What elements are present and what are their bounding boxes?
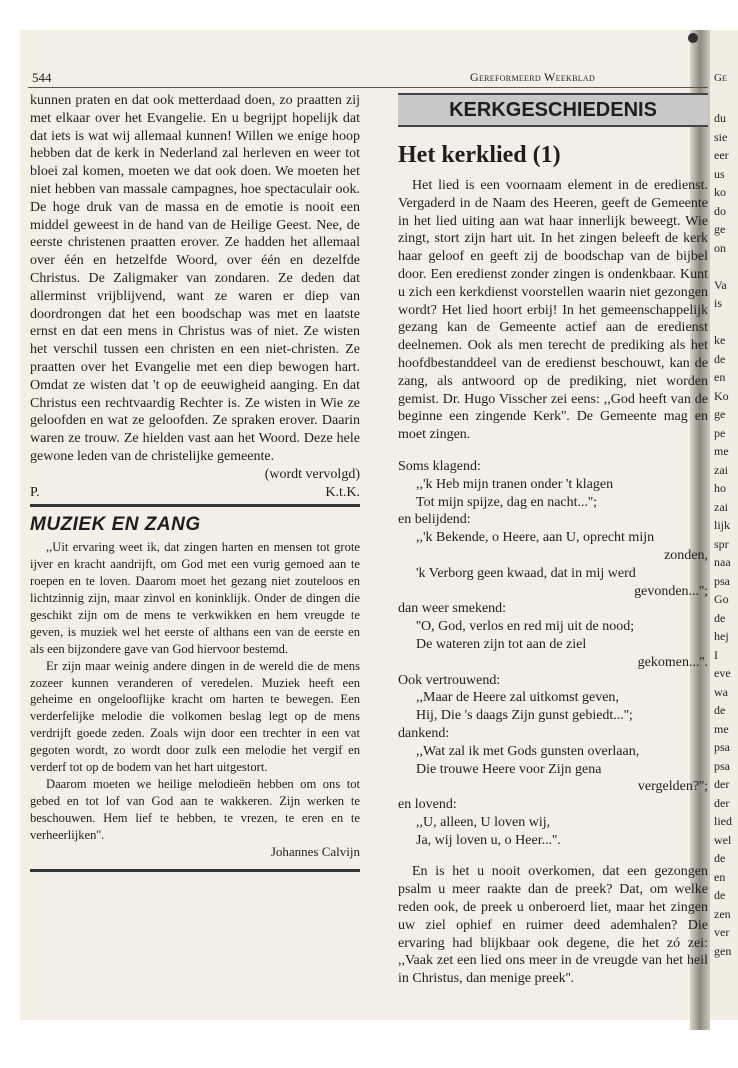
signature-author: K.t.K. bbox=[325, 484, 360, 500]
next-page-fragment: eer bbox=[714, 148, 729, 162]
next-page-fragment: ho bbox=[714, 481, 726, 495]
next-page-edge bbox=[710, 30, 738, 1020]
verse-line: gevonden...''; bbox=[634, 583, 708, 599]
psalm-quotations bbox=[398, 458, 708, 850]
quote-paragraph: Daarom moeten we heilige melodieën hebben om ons tot gebed en tot lof van God aan te wakkeren. Zijn werken te beschouwen. Hem lief te hebben, te vrezen, te eren en te verheerlijken''. bbox=[30, 777, 360, 842]
verse-line: dan weer smekend: bbox=[398, 601, 507, 617]
next-page-fragment: sie bbox=[714, 129, 728, 144]
left-column bbox=[30, 92, 360, 872]
verse-line: ,,U, alleen, U loven wij, bbox=[416, 814, 551, 830]
next-page-fragment: zai bbox=[714, 499, 728, 514]
next-page-fragment: pe bbox=[714, 425, 726, 440]
verse-line: ,,'k Bekende, o Heere, aan U, oprecht mijn bbox=[416, 530, 655, 546]
verse-line: gekomen...''. bbox=[637, 654, 708, 670]
next-page-fragment: ver bbox=[714, 925, 730, 939]
verse-line: ''O, God, verlos en red mij uit de nood; bbox=[416, 619, 635, 635]
verse-line: en belijdend: bbox=[398, 512, 471, 528]
next-page-fragment: du bbox=[714, 111, 726, 125]
verse-line: Ja, wij loven u, o Heer...''. bbox=[416, 832, 561, 848]
next-page-fragment: ge bbox=[714, 407, 726, 421]
verse-line: zonden, bbox=[664, 547, 708, 563]
next-page-fragment: hej bbox=[714, 629, 729, 643]
page-ribbon-marker bbox=[688, 33, 698, 43]
next-page-fragment: naa bbox=[714, 555, 731, 569]
verse-line: 'k Verborg geen kwaad, dat in mij werd bbox=[416, 565, 636, 581]
quote-paragraph: Er zijn maar weinig andere dingen in de wereld die de mens zozeer kunnen veranderen of veredelen. Muziek heeft een geheime en ongelooflijke kracht om harten te bewegen. Een verderfelijke melodie die volkomen beslag legt op de mens verdrijft goede zeden. Zoals wijn door een trechter in een vat gegoten wordt, zo wordt door zulk een melodie het vergif en verderf tot op de bodem van het hart uitgestort. bbox=[30, 658, 360, 775]
article-title: Het kerklied (1) bbox=[398, 142, 561, 168]
verse-line: Die trouwe Heere voor Zijn gena bbox=[416, 761, 602, 777]
verse-line: vergelden?''; bbox=[637, 779, 708, 795]
next-page-fragment: de bbox=[714, 610, 726, 625]
next-page-fragment: der bbox=[714, 777, 730, 791]
signature-line bbox=[30, 484, 360, 502]
section-title-muziek: MUZIEK EN ZANG bbox=[30, 514, 201, 536]
header-rule bbox=[28, 87, 708, 88]
next-page-fragment: lijk bbox=[714, 518, 731, 532]
verse-line: Soms klagend: bbox=[398, 458, 481, 474]
next-page-fragment: Va bbox=[714, 277, 727, 292]
verse-line: Ook vertrouwend: bbox=[398, 672, 501, 688]
section-divider bbox=[30, 504, 360, 507]
next-page-fragment: psa bbox=[714, 740, 730, 754]
right-column bbox=[398, 92, 708, 1012]
verse-line: dankend: bbox=[398, 725, 450, 741]
next-page-fragment: de bbox=[714, 851, 726, 865]
verse-line: Tot mijn spijze, dag en nacht...''; bbox=[416, 494, 597, 510]
next-page-fragment: psa bbox=[714, 573, 730, 588]
continued-note: (wordt vervolgd) bbox=[264, 466, 360, 482]
quote-author: Johannes Calvijn bbox=[270, 843, 360, 859]
next-page-fragment: zen bbox=[714, 906, 731, 921]
next-page-fragment: is bbox=[714, 296, 723, 310]
verse-line: De wateren zijn tot aan de ziel bbox=[416, 636, 587, 652]
verse-line: ,,Maar de Heere zal uitkomst geven, bbox=[416, 690, 619, 706]
next-page-fragment: spr bbox=[714, 536, 729, 551]
next-page-fragment: Ko bbox=[714, 388, 729, 403]
verse-line: ,,'k Heb mijn tranen onder 't klagen bbox=[416, 476, 614, 492]
closing-paragraph: En is het u nooit overkomen, dat een gezongen psalm u meer raakte dan de preek? Dat, om welke reden ook, de preek u onberoerd liet, maar het zingen uw ziel ophief en ruimer deed ademhalen? Die ervaring had blijkbaar ook degene, die het zó zei: ,,Vaak zet een lied ons meer in de vreugde van het heil in Christus, dan menige preek''. bbox=[398, 864, 708, 987]
quote-paragraph: ,,Uit ervaring weet ik, dat zingen harten en mensen tot grote ijver en kracht aandrijft, om God met een vurig gemoed aan te roepen en te loven. Daarom moet het gezang niet zouteloos en lichtzinnig zijn, maar zinvol en koninklijk. Onder de dingen die geschikt zijn om de mens te verkwikken en hem vreugde te geven, is muziek wel het eerste of althans een van de eerste en als een bijzondere gave van God hiervoor bestemd. bbox=[30, 540, 360, 656]
next-page-fragment: en bbox=[714, 370, 726, 384]
next-page-fragment: psa bbox=[714, 758, 730, 773]
intro-paragraph: Het lied is een voornaam element in de eredienst. Vergaderd in de Naam des Heeren, geeft de Gemeente in het lied uiting aan wat haar innerlijk beweegt. Wie zingt, stort zijn hart uit. In het zingen beleeft de kerk haar geloof en geeft zij de boodschap van de bijbel door. Een eredienst zonder zingen is ondenkbaar. Kunt u zich een kerkdienst voorstellen waarin niet gezongen wordt? Het lied hoort erbij! In het gemeenschappelijk gezang kan de Gemeente actief aan de eredienst deelnemen. Ook als men terecht de prediking als het hoofdbestanddeel van de eredienst beschouwt, kan de zang, als antwoord op de prediking, niet worden gemist. Dr. Hugo Visscher zei eens: ,,God heeft van de beginne een zingende Kerk''. De Gemeente mag en moet zingen. bbox=[398, 178, 708, 443]
signature-initial: P. bbox=[30, 484, 40, 500]
next-page-fragment: wel bbox=[714, 832, 732, 847]
next-page-fragment: zai bbox=[714, 462, 728, 477]
next-page-fragment: eve bbox=[714, 666, 731, 680]
verse-line: ,,Wat zal ik met Gods gunsten overlaan, bbox=[416, 743, 640, 759]
next-page-fragment: me bbox=[714, 444, 729, 458]
next-page-fragment: me bbox=[714, 721, 729, 736]
verse-line: Hij, Die 's daags Zijn gunst gebiedt...''; bbox=[416, 708, 633, 724]
spacer bbox=[398, 849, 708, 863]
next-page-fragment: wa bbox=[714, 684, 728, 699]
next-page-fragment: de bbox=[714, 888, 726, 902]
next-page-fragment: on bbox=[714, 240, 726, 255]
next-page-fragment: ke bbox=[714, 333, 726, 347]
next-page-fragment: en bbox=[714, 869, 726, 884]
next-page-fragment: us bbox=[714, 166, 725, 181]
next-page-fragment: lied bbox=[714, 814, 732, 828]
page-number: 544 bbox=[32, 70, 52, 85]
next-page-fragment: der bbox=[714, 795, 730, 810]
calvin-quote bbox=[30, 539, 360, 860]
running-head: Gereformeerd Weekblad bbox=[470, 70, 596, 84]
spacer bbox=[398, 444, 708, 458]
next-page-fragment: de bbox=[714, 703, 726, 717]
verse-line: en lovend: bbox=[398, 797, 457, 813]
next-page-fragment: de bbox=[714, 351, 726, 366]
next-page-fragment: ko bbox=[714, 185, 726, 199]
next-page-fragment: gen bbox=[714, 943, 732, 958]
next-page-fragment: I bbox=[714, 647, 718, 662]
continued-body: kunnen praten en dat ook metterdaad doen, zo praatten zij met elkaar over het Evangelie. En u begrijpt hopelijk dat dat iets is wat wij allemaal kunnen! Willen we enige hoop hebben dat de kerk in Nederland zal herleven en weer tot bloei zal komen, moeten we dat ook doen. We moeten het niet hebben van massale campagnes, hoe spectaculair ook. De hoge druk van de massa en de emotie is nooit een middel geweest in de hand van de Heilige Geest. Nee, de eerste christenen praatten erover. Ze hadden het allemaal over één en hetzelfde Woord, over één en dezelfde Christus. De Zaligmaker van zondaren. Ze deden dat allerminst vrijblijvend, want ze waren er diep van doordrongen dat het een boodschap was met en laatste ernst en dat een mens in Christus was of niet. Ze wisten het verschil tussen een christen en een niet-christen. Ze praatten over het Evangelie met een diep bewogen hart. Omdat ze wisten dat 't op de eeuwigheid aanging. En dat Christus een rechtvaardig Rechter is. Ze wisten in Wie ze geloofden en wat ze geloofden. Ze spraken erover. Daarin waren ze trouw. Ze hielden vast aan het Woord. Deze hele gewone leden van de christelijke gemeente. bbox=[30, 93, 360, 464]
next-page-fragment: Go bbox=[714, 592, 729, 606]
bottom-rule bbox=[30, 869, 360, 872]
next-page-fragment: ge bbox=[714, 222, 726, 236]
next-page-fragment: do bbox=[714, 203, 726, 218]
next-page-head: Ge bbox=[714, 72, 727, 84]
section-banner: KERKGESCHIEDENIS bbox=[398, 93, 708, 127]
